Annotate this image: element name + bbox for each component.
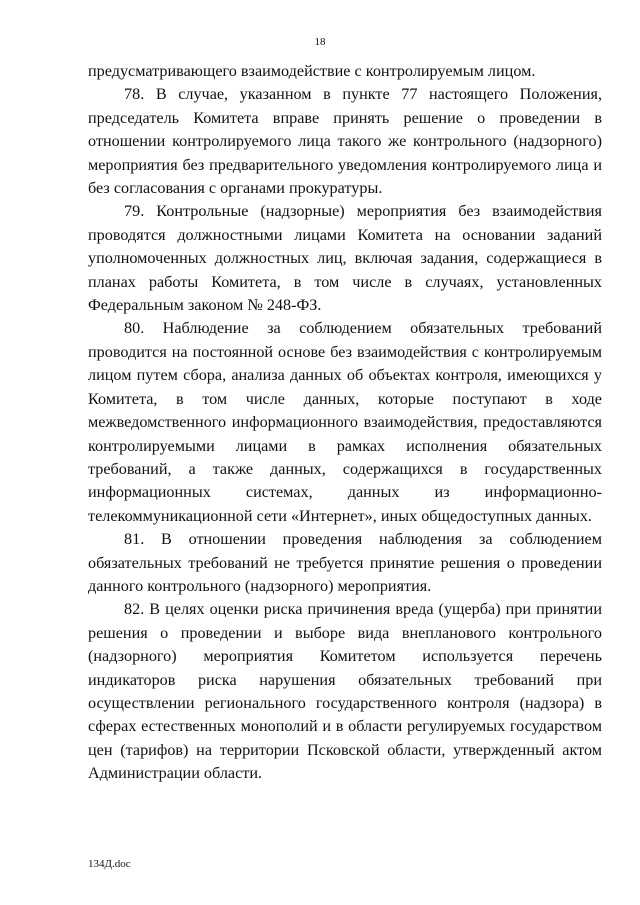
paragraph-82: 82. В целях оценки риска причинения вреда (ущерба) при принятии решения о проведении и выборе вида внепланового контрольного (надзорного) мероприятия Комитетом используется перечень индикаторов риска нарушения обязательных требований при осуществлении регионального государственного контроля (надзора) в сферах естественных монополий и в области регулируемых государством цен (тарифов) на территории Псковской области, утвержденный актом Администрации области. bbox=[88, 600, 602, 783]
file-name-footer: 134Д.doc bbox=[88, 858, 131, 870]
paragraph-continuation: предусматривающего взаимодействие с контролируемым лицом. bbox=[88, 62, 536, 80]
page-number: 18 bbox=[314, 36, 326, 48]
paragraph-81: 81. В отношении проведения наблюдения за соблюдением обязательных требований не требуется принятие решения о проведении данного контрольного (надзорного) мероприятия. bbox=[88, 530, 602, 595]
paragraph-78: 78. В случае, указанном в пункте 77 настоящего Положения, председатель Комитета вправе принять решение о проведении в отношении контролируемого лица такого же контрольного (надзорного) мероприятия без предварительного уведомления контролируемого лица и без согласования с органами прокуратуры. bbox=[88, 85, 602, 198]
paragraph-80: 80. Наблюдение за соблюдением обязательных требований проводится на постоянной основе без взаимодействия с контролируемым лицом путем сбора, анализа данных об объектах контроля, имеющихся у Комитета, в том числе данных, которые поступают в ходе межведомственного информационного взаимодействия, предоставляются контролируемыми лицами в рамках исполнения обязательных требований, а также данных, содержащихся в государственных информационных системах, данных из информационно-телекоммуникационной сети «Интернет», иных общедоступных данных. bbox=[88, 319, 602, 525]
document-body bbox=[88, 60, 602, 786]
paragraph-79: 79. Контрольные (надзорные) мероприятия без взаимодействия проводятся должностными лицами Комитета на основании заданий уполномоченных должностных лиц, включая задания, содержащиеся в планах работы Комитета, в том числе в случаях, установленных Федеральным законом № 248-ФЗ. bbox=[88, 202, 602, 315]
